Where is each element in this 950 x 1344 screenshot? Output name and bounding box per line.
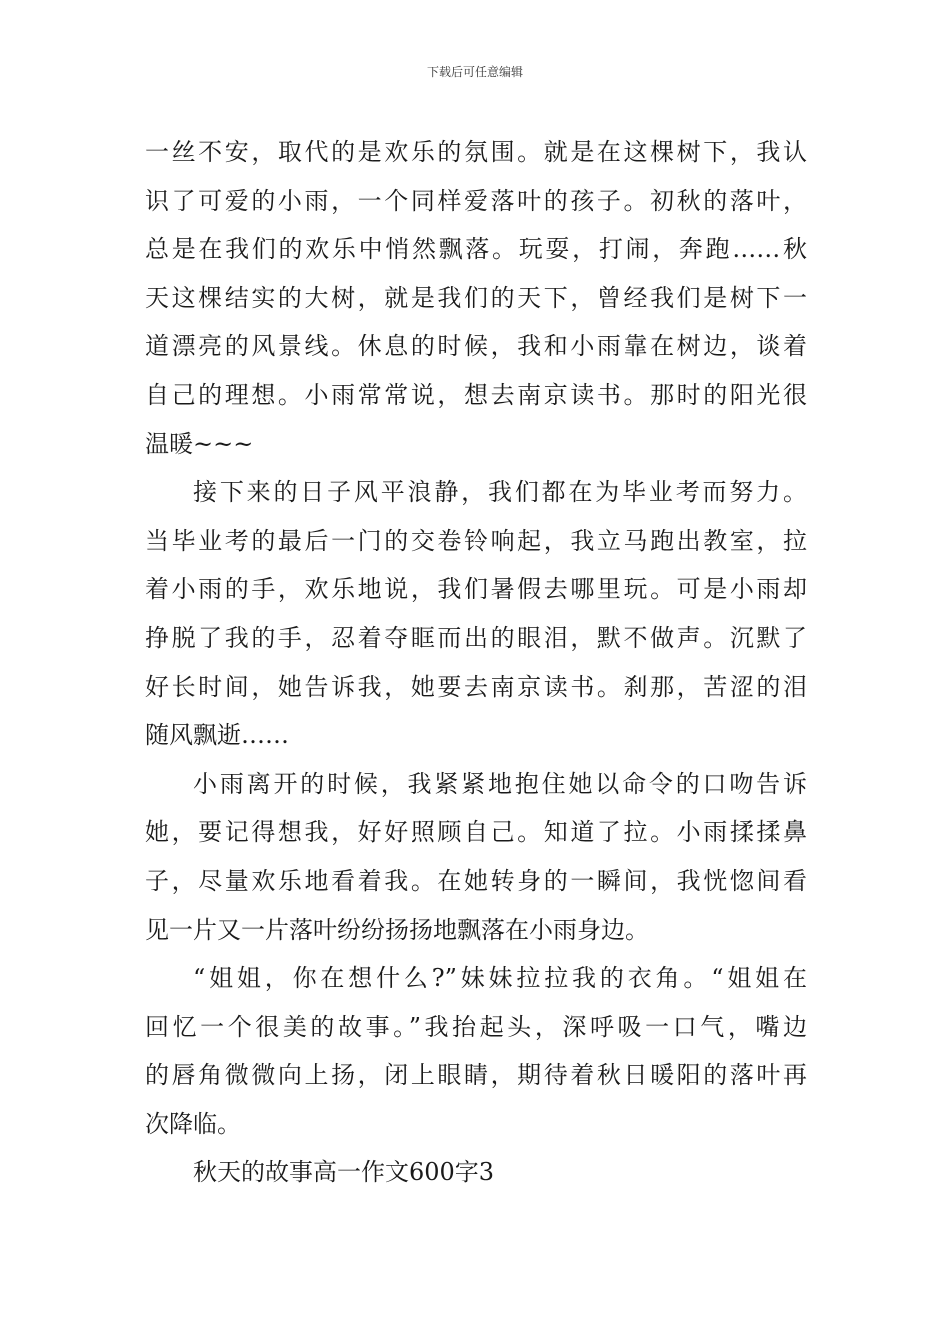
- text-line: 识了可爱的小雨，一个同样爱落叶的孩子。初秋的落叶，: [145, 186, 807, 215]
- paragraph-1: [145, 128, 807, 468]
- paragraph-3: [145, 760, 807, 954]
- text-line: 当毕业考的最后一门的交卷铃响起，我立马跑出教室，拉: [145, 526, 807, 555]
- text-line: 次降临。: [145, 1109, 241, 1138]
- page-header: 下载后可任意编辑: [426, 65, 523, 79]
- document-body: [145, 128, 807, 1197]
- text-line: 道漂亮的风景线。休息的时候，我和小雨靠在树边，谈着: [145, 332, 807, 361]
- text-line: 好长时间，她告诉我，她要去南京读书。刹那，苦涩的泪: [145, 672, 807, 701]
- paragraph-2: [145, 468, 807, 760]
- text-line: 挣脱了我的手，忍着夺眶而出的眼泪，默不做声。沉默了: [145, 623, 807, 652]
- text-line: 小雨离开的时候，我紧紧地抱住她以命令的口吻告诉: [193, 769, 807, 798]
- text-line: 她，要记得想我，好好照顾自己。知道了拉。小雨揉揉鼻: [145, 818, 807, 847]
- text-line: “姐姐，你在想什么?”妹妹拉拉我的衣角。“姐姐在: [193, 964, 807, 993]
- text-line: 的唇角微微向上扬，闭上眼睛，期待着秋日暖阳的落叶再: [145, 1061, 807, 1090]
- text-line: 一丝不安，取代的是欢乐的氛围。就是在这棵树下，我认: [145, 138, 807, 166]
- text-line: 总是在我们的欢乐中悄然飘落。玩耍，打闹，奔跑……秋: [145, 235, 807, 264]
- text-line: 子，尽量欢乐地看着我。在她转身的一瞬间，我恍惚间看: [145, 866, 807, 895]
- text-line: 着小雨的手，欢乐地说，我们暑假去哪里玩。可是小雨却: [145, 575, 807, 604]
- text-line: 接下来的日子风平浪静，我们都在为毕业考而努力。: [193, 478, 807, 507]
- text-line: 温暖~~~: [145, 429, 254, 458]
- text-line: 天这棵结实的大树，就是我们的天下，曾经我们是树下一: [145, 283, 807, 312]
- paragraph-4: [145, 954, 807, 1148]
- text-line: 随风飘逝……: [145, 721, 289, 750]
- text-line: 见一片又一片落叶纷纷扬扬地飘落在小雨身边。: [145, 915, 649, 944]
- section-title: 秋天的故事高一作文600字3: [193, 1158, 495, 1187]
- text-line: 回忆一个很美的故事。”我抬起头，深呼吸一口气，嘴边: [145, 1012, 807, 1041]
- text-line: 自己的理想。小雨常常说，想去南京读书。那时的阳光很: [145, 380, 807, 409]
